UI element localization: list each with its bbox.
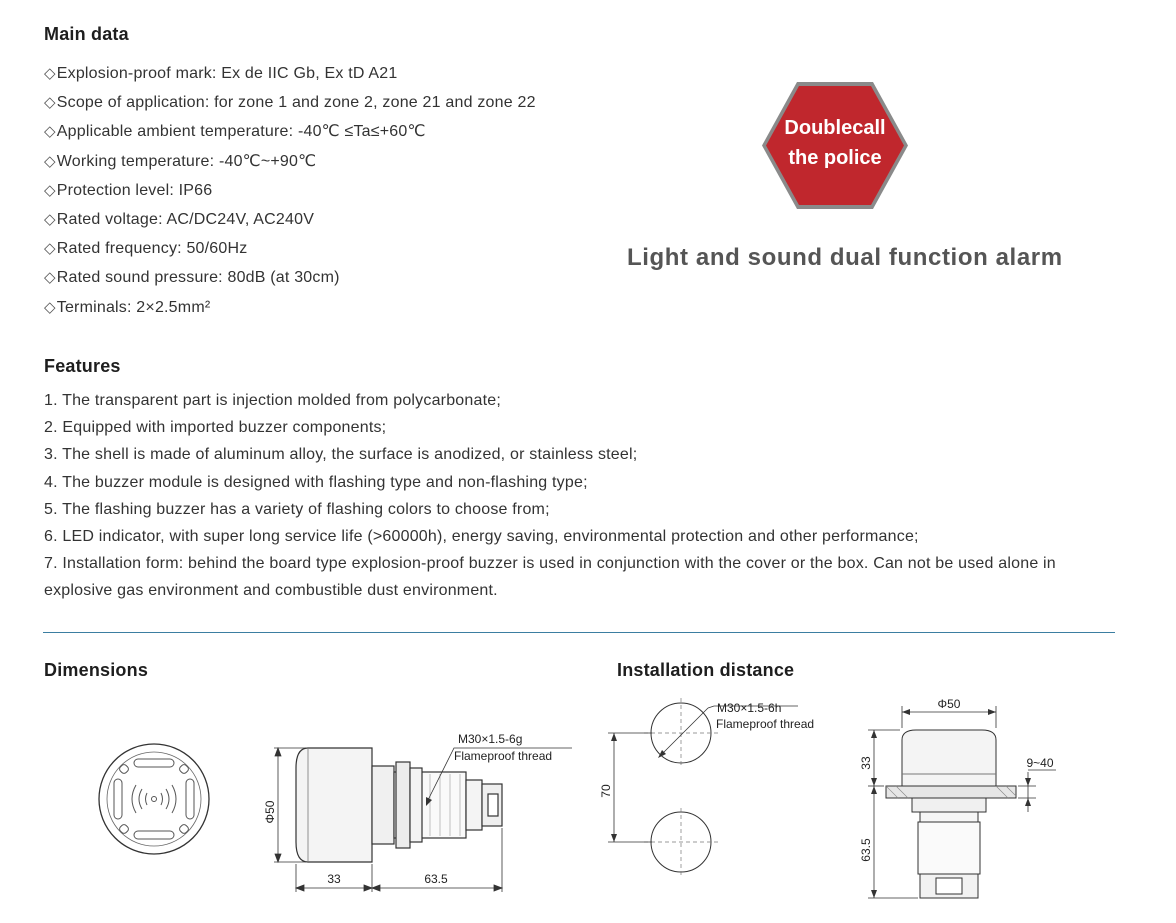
diamond-bullet-icon: ◇: [44, 297, 56, 316]
head-length-label: 33: [327, 872, 341, 886]
dimensions-heading: Dimensions: [44, 660, 149, 680]
feature-item: 5. The flashing buzzer has a variety of flashing colors to choose from;: [44, 500, 550, 518]
diamond-bullet-icon: ◇: [44, 209, 56, 228]
thread-spec-label: M30×1.5-6g: [458, 732, 523, 746]
spec-item: ◇Terminals: 2×2.5mm²: [44, 297, 211, 316]
feature-item: 2. Equipped with imported buzzer components;: [44, 419, 387, 437]
panel-range-label: 9~40: [1026, 756, 1054, 770]
installation-side-drawing: [856, 694, 1066, 908]
body-height-label: 63.5: [859, 838, 873, 862]
features-heading: Features: [44, 356, 121, 376]
feature-item: 1. The transparent part is injection molded from polycarbonate;: [44, 392, 501, 409]
features-list: [44, 387, 1124, 605]
feature-item: 3. The shell is made of aluminum alloy, the surface is anodized, or stainless steel;: [44, 446, 638, 464]
spec-item: ◇Applicable ambient temperature: -40℃ ≤Ta≤+60℃: [44, 122, 426, 141]
spec-item: ◇Scope of application: for zone 1 and zone 2, zone 21 and zone 22: [44, 93, 536, 112]
install-thread-spec-label: M30×1.5-6h: [717, 701, 782, 715]
section-divider: [43, 632, 1115, 633]
diameter-label: Φ50: [263, 800, 277, 824]
side-view-drawing: [260, 728, 580, 896]
installation-heading: Installation distance: [617, 660, 795, 680]
head-height-label: 33: [859, 756, 873, 770]
install-thread-type-label: Flameproof thread: [716, 717, 815, 731]
product-subtitle: Light and sound dual function alarm: [627, 244, 1063, 271]
diamond-bullet-icon: ◇: [44, 180, 56, 199]
diamond-bullet-icon: ◇: [44, 122, 56, 141]
spec-item: ◇Working temperature: -40℃~+90℃: [44, 151, 317, 170]
badge-label: Doublecall the police: [784, 117, 886, 169]
feature-item: 7. Installation form: behind the board type explosion-proof buzzer is used in conjunction with the cover or the box. Can not be used alone in explosive gas environment and combustible dust environment.: [44, 555, 1056, 600]
spec-item: ◇Rated voltage: AC/DC24V, AC240V: [44, 209, 315, 228]
feature-item: 4. The buzzer module is designed with flashing type and non-flashing type;: [44, 473, 588, 491]
main-data-heading: Main data: [44, 24, 129, 44]
spec-item: ◇Rated frequency: 50/60Hz: [44, 239, 248, 258]
front-view-drawing: [96, 741, 212, 857]
installation-distance-drawing: [596, 696, 846, 886]
diamond-bullet-icon: ◇: [44, 268, 56, 287]
diamond-bullet-icon: ◇: [44, 151, 56, 170]
spec-item: ◇Rated sound pressure: 80dB (at 30cm): [44, 268, 340, 287]
feature-item: 6. LED indicator, with super long service life (>60000h), energy saving, environmental protection and other performance;: [44, 528, 919, 546]
main-data-list: [44, 61, 536, 324]
install-diameter-label: Φ50: [937, 697, 961, 711]
diamond-bullet-icon: ◇: [44, 93, 56, 112]
diamond-bullet-icon: ◇: [44, 239, 56, 258]
diamond-bullet-icon: ◇: [44, 64, 56, 82]
body-length-label: 63.5: [424, 872, 448, 886]
spacing-label: 70: [599, 784, 613, 798]
spec-item: ◇Explosion-proof mark: Ex de IIC Gb, Ex tD A21: [44, 64, 398, 82]
spec-item: ◇Protection level: IP66: [44, 180, 213, 199]
thread-type-label: Flameproof thread: [454, 749, 553, 763]
